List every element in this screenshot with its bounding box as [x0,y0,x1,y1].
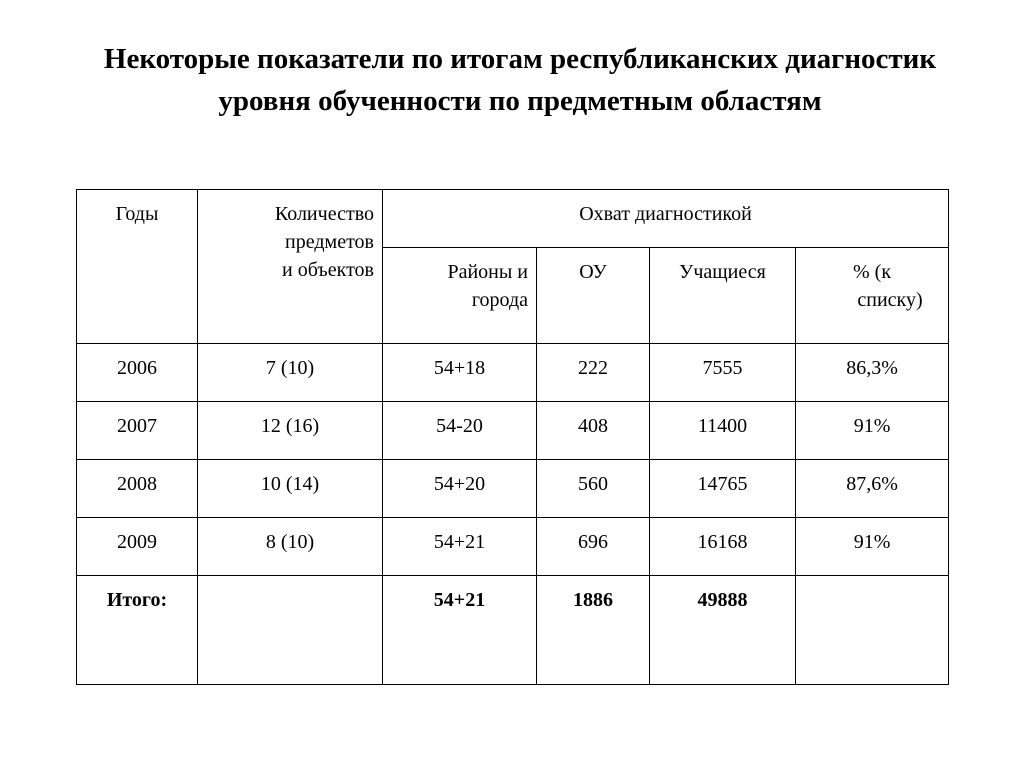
cell-subjects: 8 (10) [198,518,383,576]
cell-students: 16168 [650,518,796,576]
cell-year: 2007 [77,402,198,460]
table-row [77,460,949,518]
cell-year: 2008 [77,460,198,518]
header-schools: ОУ [537,248,650,344]
cell-schools: 222 [537,344,650,402]
statistics-table [76,189,949,685]
cell-subjects: 12 (16) [198,402,383,460]
table-row [77,402,949,460]
header-percent-line-2: списку) [857,289,923,311]
title-line-2: уровня обученности по предметным областям [218,85,822,117]
total-percent [796,576,949,685]
cell-districts: 54-20 [383,402,537,460]
cell-percent: 91% [796,402,949,460]
header-subjects-line-3: и объектов [282,259,374,281]
table-row [77,518,949,576]
total-schools: 1886 [537,576,650,685]
page-title [20,38,1020,122]
cell-percent: 87,6% [796,460,949,518]
total-subjects [198,576,383,685]
cell-schools: 560 [537,460,650,518]
header-years: Годы [77,190,198,344]
total-label: Итого: [77,576,198,685]
cell-year: 2009 [77,518,198,576]
header-districts [383,248,537,344]
header-coverage: Охват диагностикой [383,190,949,248]
cell-percent: 86,3% [796,344,949,402]
cell-schools: 696 [537,518,650,576]
cell-districts: 54+21 [383,518,537,576]
cell-districts: 54+20 [383,460,537,518]
cell-students: 11400 [650,402,796,460]
cell-percent: 91% [796,518,949,576]
header-students: Учащиеся [650,248,796,344]
header-districts-line-1: Районы и [447,261,528,283]
cell-students: 14765 [650,460,796,518]
header-subjects-line-1: Количество [274,203,374,225]
cell-districts: 54+18 [383,344,537,402]
cell-students: 7555 [650,344,796,402]
header-row-1 [77,190,949,248]
header-districts-line-2: города [471,289,528,311]
total-students: 49888 [650,576,796,685]
header-subjects-count [198,190,383,344]
header-percent-line-1: % (к [853,261,892,283]
header-subjects-line-2: предметов [285,231,374,253]
cell-subjects: 10 (14) [198,460,383,518]
title-line-1: Некоторые показатели по итогам республиканских диагностик [103,43,937,75]
total-row [77,576,949,685]
total-districts: 54+21 [383,576,537,685]
cell-year: 2006 [77,344,198,402]
cell-subjects: 7 (10) [198,344,383,402]
header-percent [796,248,949,344]
table-row [77,344,949,402]
cell-schools: 408 [537,402,650,460]
